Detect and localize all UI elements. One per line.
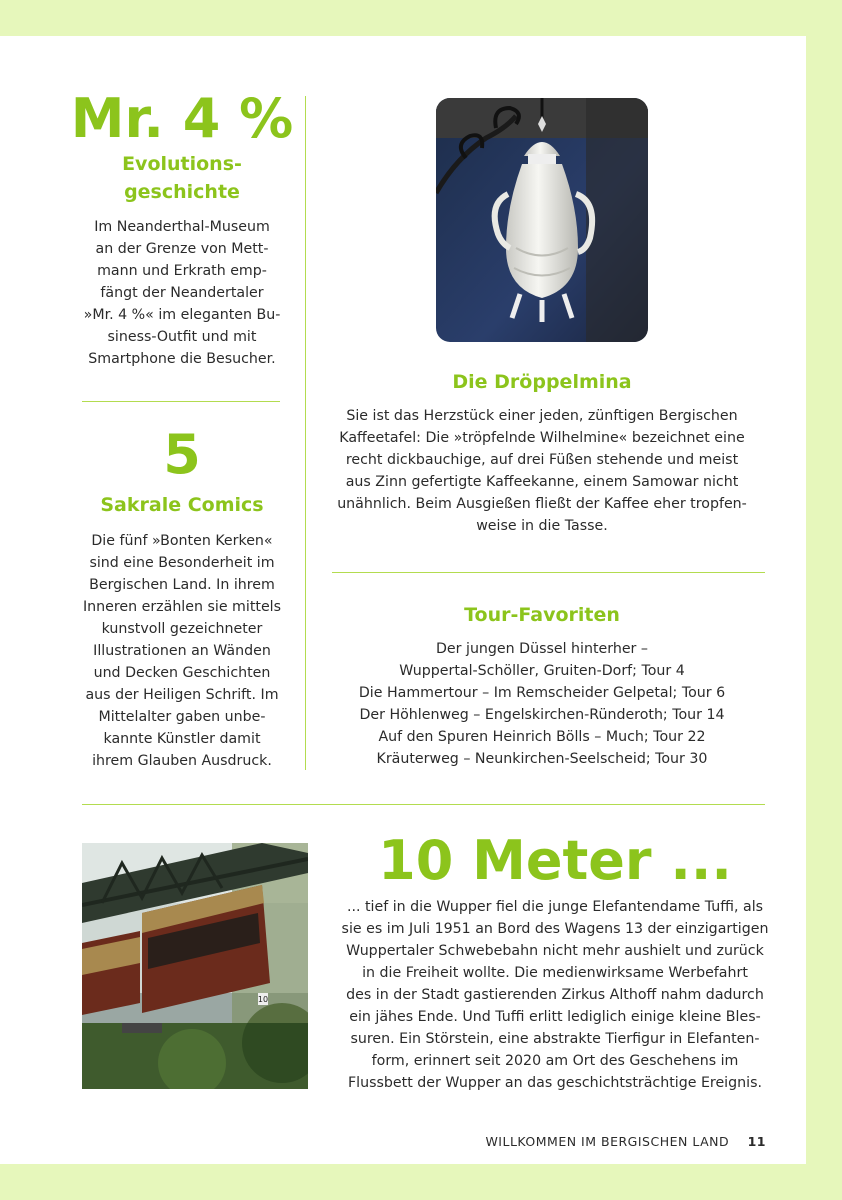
comics-body-line: Bergischen Land. In ihrem (89, 577, 275, 593)
tuffi-body-line: suren. Ein Störstein, eine abstrakte Tierfigur in Elefanten- (350, 1031, 760, 1047)
tour-line: Kräuterweg – Neunkirchen-Seelscheid; Tour 30 (376, 751, 708, 767)
schwebebahn-photo (82, 843, 308, 1089)
mr4-body-line: Im Neanderthal-Museum (94, 219, 270, 235)
droeppelmina-body-line: weise in die Tasse. (476, 518, 608, 534)
mr4-body-line: siness-Outfit und mit (107, 329, 257, 345)
comics-body-line: kunstvoll gezeichneter (101, 621, 263, 637)
suspension-railway-illustration (82, 843, 308, 1089)
tours-title: Tour-Favoriten (464, 604, 620, 626)
mr4-body-line: fängt der Neandertaler (100, 285, 264, 301)
comics-headline: 5 (163, 423, 201, 486)
droeppelmina-photo (436, 98, 648, 342)
comics-body (70, 530, 294, 772)
droeppelmina-title: Die Dröppelmina (452, 371, 632, 393)
tuffi-body-line: Wuppertaler Schwebebahn nicht mehr aushielt und zurück (346, 943, 764, 959)
tuffi-body-line: ... tief in die Wupper fiel die junge Elefantendame Tuffi, als (346, 899, 764, 915)
comics-body-line: Illustrationen an Wänden (93, 643, 271, 659)
tuffi-body-line: Flussbett der Wupper an das geschichtsträchtige Ereignis. (348, 1075, 762, 1091)
mr4-subtitle-line: geschichte (124, 181, 240, 203)
tour-line: Die Hammertour – Im Remscheider Gelpetal; Tour 6 (358, 685, 726, 701)
divider-full-width (82, 804, 765, 805)
tuffi-body-line: des in der Stadt gastierenden Zirkus Althoff nahm dadurch (346, 987, 764, 1003)
droeppelmina-body-line: recht dickbauchige, auf drei Füßen stehende und meist (345, 452, 739, 468)
droeppelmina-body-line: Kaffeetafel: Die »tröpfelnde Wilhelmine« bezeichnet eine (339, 430, 745, 446)
comics-body-line: sind eine Besonderheit im (89, 555, 275, 571)
comics-body-line: und Decken Geschichten (93, 665, 271, 681)
comics-body-line: Mittelalter gaben unbe- (98, 709, 266, 725)
tuffi-body (332, 896, 778, 1094)
divider-left-mid (82, 401, 280, 402)
comics-body-line: ihrem Glauben Ausdruck. (92, 753, 272, 769)
tour-line: Der Höhlenweg – Engelskirchen-Ründeroth; Tour 14 (359, 707, 725, 723)
page-number: 11 (747, 1134, 766, 1149)
train-car-number: 10 (257, 995, 269, 1004)
tour-line: Der jungen Düssel hinterher – (436, 641, 648, 657)
comics-body-line: Inneren erzählen sie mittels (82, 599, 282, 615)
comics-body-line: kannte Künstler damit (103, 731, 261, 747)
droeppelmina-body (318, 405, 766, 537)
tuffi-body-line: form, erinnert seit 2020 am Ort des Geschehens im (371, 1053, 739, 1069)
mr4-headline: Mr. 4 % (70, 87, 294, 150)
comics-subtitle: Sakrale Comics (100, 494, 264, 516)
tour-line: Wuppertal-Schöller, Gruiten-Dorf; Tour 4 (399, 663, 685, 679)
droeppelmina-body-line: unähnlich. Beim Ausgießen fließt der Kaffee eher tropfen- (337, 496, 747, 512)
column-divider (305, 96, 306, 770)
footer (440, 1134, 766, 1149)
tuffi-body-line: in die Freiheit wollte. Die medienwirksame Werbefahrt (362, 965, 748, 981)
coffee-pot-illustration (436, 98, 648, 342)
tour-line: Auf den Spuren Heinrich Bölls – Much; Tour 22 (378, 729, 706, 745)
mr4-body-line: mann und Erkrath emp- (97, 263, 267, 279)
tuffi-body-line: ein jähes Ende. Und Tuffi erlitt lediglich einige kleine Bles- (349, 1009, 761, 1025)
mr4-subtitle (70, 150, 294, 206)
droeppelmina-body-line: aus Zinn gefertigte Kaffeekanne, einem Samowar nicht (345, 474, 739, 490)
comics-body-line: aus der Heiligen Schrift. Im (85, 687, 279, 703)
mr4-body-line: »Mr. 4 %« im eleganten Bu- (83, 307, 281, 323)
droeppelmina-body-line: Sie ist das Herzstück einer jeden, zünftigen Bergischen (346, 408, 738, 424)
mr4-subtitle-line: Evolutions- (122, 153, 242, 175)
divider-right-mid (332, 572, 765, 573)
mr4-body-line: an der Grenze von Mett- (95, 241, 269, 257)
tuffi-headline: 10 Meter ... (378, 829, 732, 892)
running-title: WILLKOMMEN IM BERGISCHEN LAND (485, 1134, 730, 1149)
mr4-body (70, 216, 294, 370)
mr4-body-line: Smartphone die Besucher. (88, 351, 276, 367)
tours-list (318, 638, 766, 770)
tuffi-body-line: sie es im Juli 1951 an Bord des Wagens 13 der einzigartigen (341, 921, 769, 937)
comics-body-line: Die fünf »Bonten Kerken« (91, 533, 273, 549)
